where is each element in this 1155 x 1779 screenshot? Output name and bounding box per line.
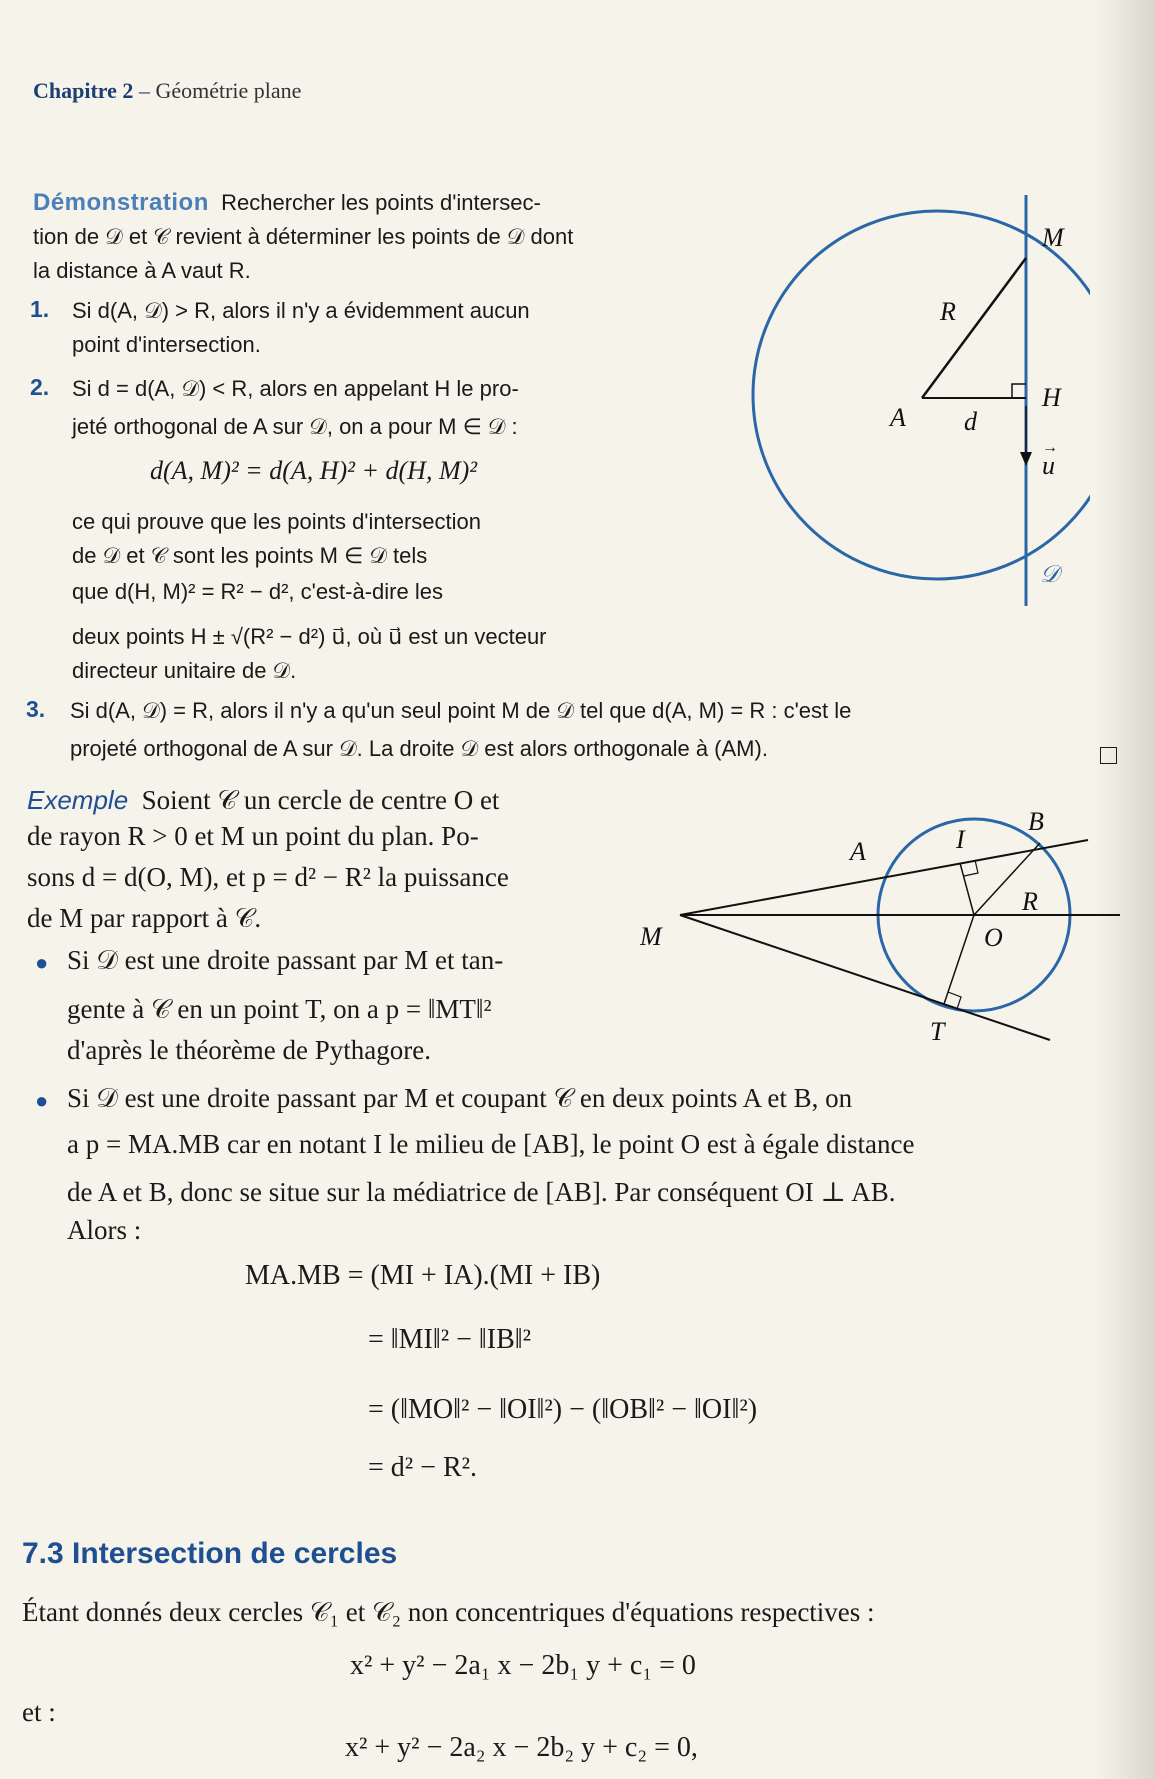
bullet-2-line-4: Alors : xyxy=(67,1215,142,1245)
bullet-2-line-3: de A et B, donc se situe sur la médiatrice de [AB]. Par conséquent OI ⊥ AB. xyxy=(67,1177,896,1207)
fig2-label-B: B xyxy=(1028,807,1044,836)
fig2-label-I: I xyxy=(956,825,965,854)
demo-intro-line-1: Rechercher les points d'intersec- xyxy=(221,190,541,215)
item-1-line-1: Si d(A, 𝒟) > R, alors il n'y a évidemment aucun xyxy=(72,298,530,323)
section-line-1: Étant donnés deux cercles 𝒞₁ et 𝒞₂ non concentriques d'équations respectives : xyxy=(22,1597,875,1627)
fig1-right-angle xyxy=(1012,384,1026,398)
demo-intro-line-2: tion de 𝒟 et 𝒞 revient à déterminer les points de 𝒟 dont xyxy=(33,224,574,249)
fig1-label-d: d xyxy=(964,407,977,436)
item-2-line-5: que d(H, M)² = R² − d², c'est-à-dire les xyxy=(72,579,443,604)
fig2-label-R: R xyxy=(1022,887,1038,916)
fig1-label-H: H xyxy=(1042,383,1061,412)
bullet-1-line-2: gente à 𝒞 en un point T, on a p = ‖MT‖² xyxy=(67,994,492,1024)
example-label: Exemple xyxy=(27,785,129,815)
example-equation-2: = ‖MI‖² − ‖IB‖² xyxy=(368,1324,532,1355)
demo-intro-line-3: la distance à A vaut R. xyxy=(33,258,251,283)
example-line-4: de M par rapport à 𝒞. xyxy=(27,903,262,933)
item-2-line-4: de 𝒟 et 𝒞 sont les points M ∈ 𝒟 tels xyxy=(72,543,428,568)
item-3-line-1: Si d(A, 𝒟) = R, alors il n'y a qu'un seul point M de 𝒟 tel que d(A, M) = R : c'est le xyxy=(70,698,852,723)
section-et: et : xyxy=(22,1697,56,1727)
fig1-label-M: M xyxy=(1042,223,1064,252)
bullet-1-line-1: Si 𝒟 est une droite passant par M et tan- xyxy=(67,945,504,975)
bullet-2-line-1: Si 𝒟 est une droite passant par M et coupant 𝒞 en deux points A et B, on xyxy=(67,1083,853,1113)
fig1-label-D: 𝒟 xyxy=(1040,562,1060,588)
fig1-circle xyxy=(753,211,1090,579)
fig1-label-A: A xyxy=(890,403,906,432)
item-2-line-1: Si d = d(A, 𝒟) < R, alors en appelant H le pro- xyxy=(72,376,519,401)
item-2-line-7: directeur unitaire de 𝒟. xyxy=(72,658,297,683)
bullet-1-line-3: d'après le théorème de Pythagore. xyxy=(67,1035,431,1065)
fig1-label-u: u xyxy=(1042,451,1055,480)
item-2-line-3: ce qui prouve que les points d'intersection xyxy=(72,509,482,534)
figure-power-of-point xyxy=(640,800,1140,1070)
bullet-1-marker: ● xyxy=(35,950,49,975)
figure-circle-line xyxy=(750,190,1090,610)
fig2-segment-OT xyxy=(944,915,974,1004)
header-separator: – xyxy=(133,78,156,103)
item-2-line-2: jeté orthogonal de A sur 𝒟, on a pour M ∈ 𝒟 : xyxy=(72,414,518,439)
example-equation-3: = (‖MO‖² − ‖OI‖²) − (‖OB‖² − ‖OI‖²) xyxy=(368,1394,758,1425)
fig1-vector-u-arrowhead xyxy=(1020,452,1032,466)
fig1-segment-AM xyxy=(922,258,1026,398)
example-line-2: de rayon R > 0 et M un point du plan. Po- xyxy=(27,821,479,851)
fig2-label-T: T xyxy=(930,1017,945,1046)
fig1-label-R: R xyxy=(940,297,956,326)
section-equation-2: x² + y² − 2a₂ x − 2b₂ y + c₂ = 0, xyxy=(345,1732,698,1763)
demonstration-label: Démonstration xyxy=(33,189,209,216)
chapter-number: Chapitre 2 xyxy=(33,78,134,103)
bullet-2-marker: ● xyxy=(35,1088,49,1113)
chapter-title: Géométrie plane xyxy=(155,78,302,103)
fig2-label-M: M xyxy=(640,922,662,951)
example-equation-4: = d² − R². xyxy=(368,1452,478,1483)
item-2-line-6: deux points H ± √(R² − d²) u⃗, où u⃗ est un vecteur xyxy=(72,624,547,649)
item-2-number: 2. xyxy=(30,374,50,400)
fig2-label-A: A xyxy=(850,837,866,866)
fig1-u-arrow: → xyxy=(1042,439,1058,456)
section-title: 7.3 Intersection de cercles xyxy=(22,1537,398,1570)
section-equation-1: x² + y² − 2a₁ x − 2b₁ y + c₁ = 0 xyxy=(350,1650,696,1681)
item-1-line-2: point d'intersection. xyxy=(72,332,261,357)
item-1-number: 1. xyxy=(30,296,50,322)
item-2-formula: d(A, M)² = d(A, H)² + d(H, M)² xyxy=(150,456,478,485)
qed-square xyxy=(1100,747,1117,764)
example-line-1-text: Soient 𝒞 un cercle de centre O et xyxy=(141,785,500,815)
item-3-number: 3. xyxy=(26,696,46,722)
example-equation-1: MA.MB = (MI + IA).(MI + IB) xyxy=(245,1260,601,1291)
running-header xyxy=(33,78,301,104)
example-line-3: sons d = d(O, M), et p = d² − R² la puissance xyxy=(27,862,509,892)
example-line-1 xyxy=(27,780,627,820)
item-3-line-2: projeté orthogonal de A sur 𝒟. La droite 𝒟 est alors orthogonale à (AM). xyxy=(70,736,768,761)
fig2-label-O: O xyxy=(984,923,1003,952)
fig2-segment-OI xyxy=(960,863,974,915)
bullet-2-line-2: a p = MA.MB car en notant I le milieu de [AB], le point O est à égale distance xyxy=(67,1129,915,1159)
